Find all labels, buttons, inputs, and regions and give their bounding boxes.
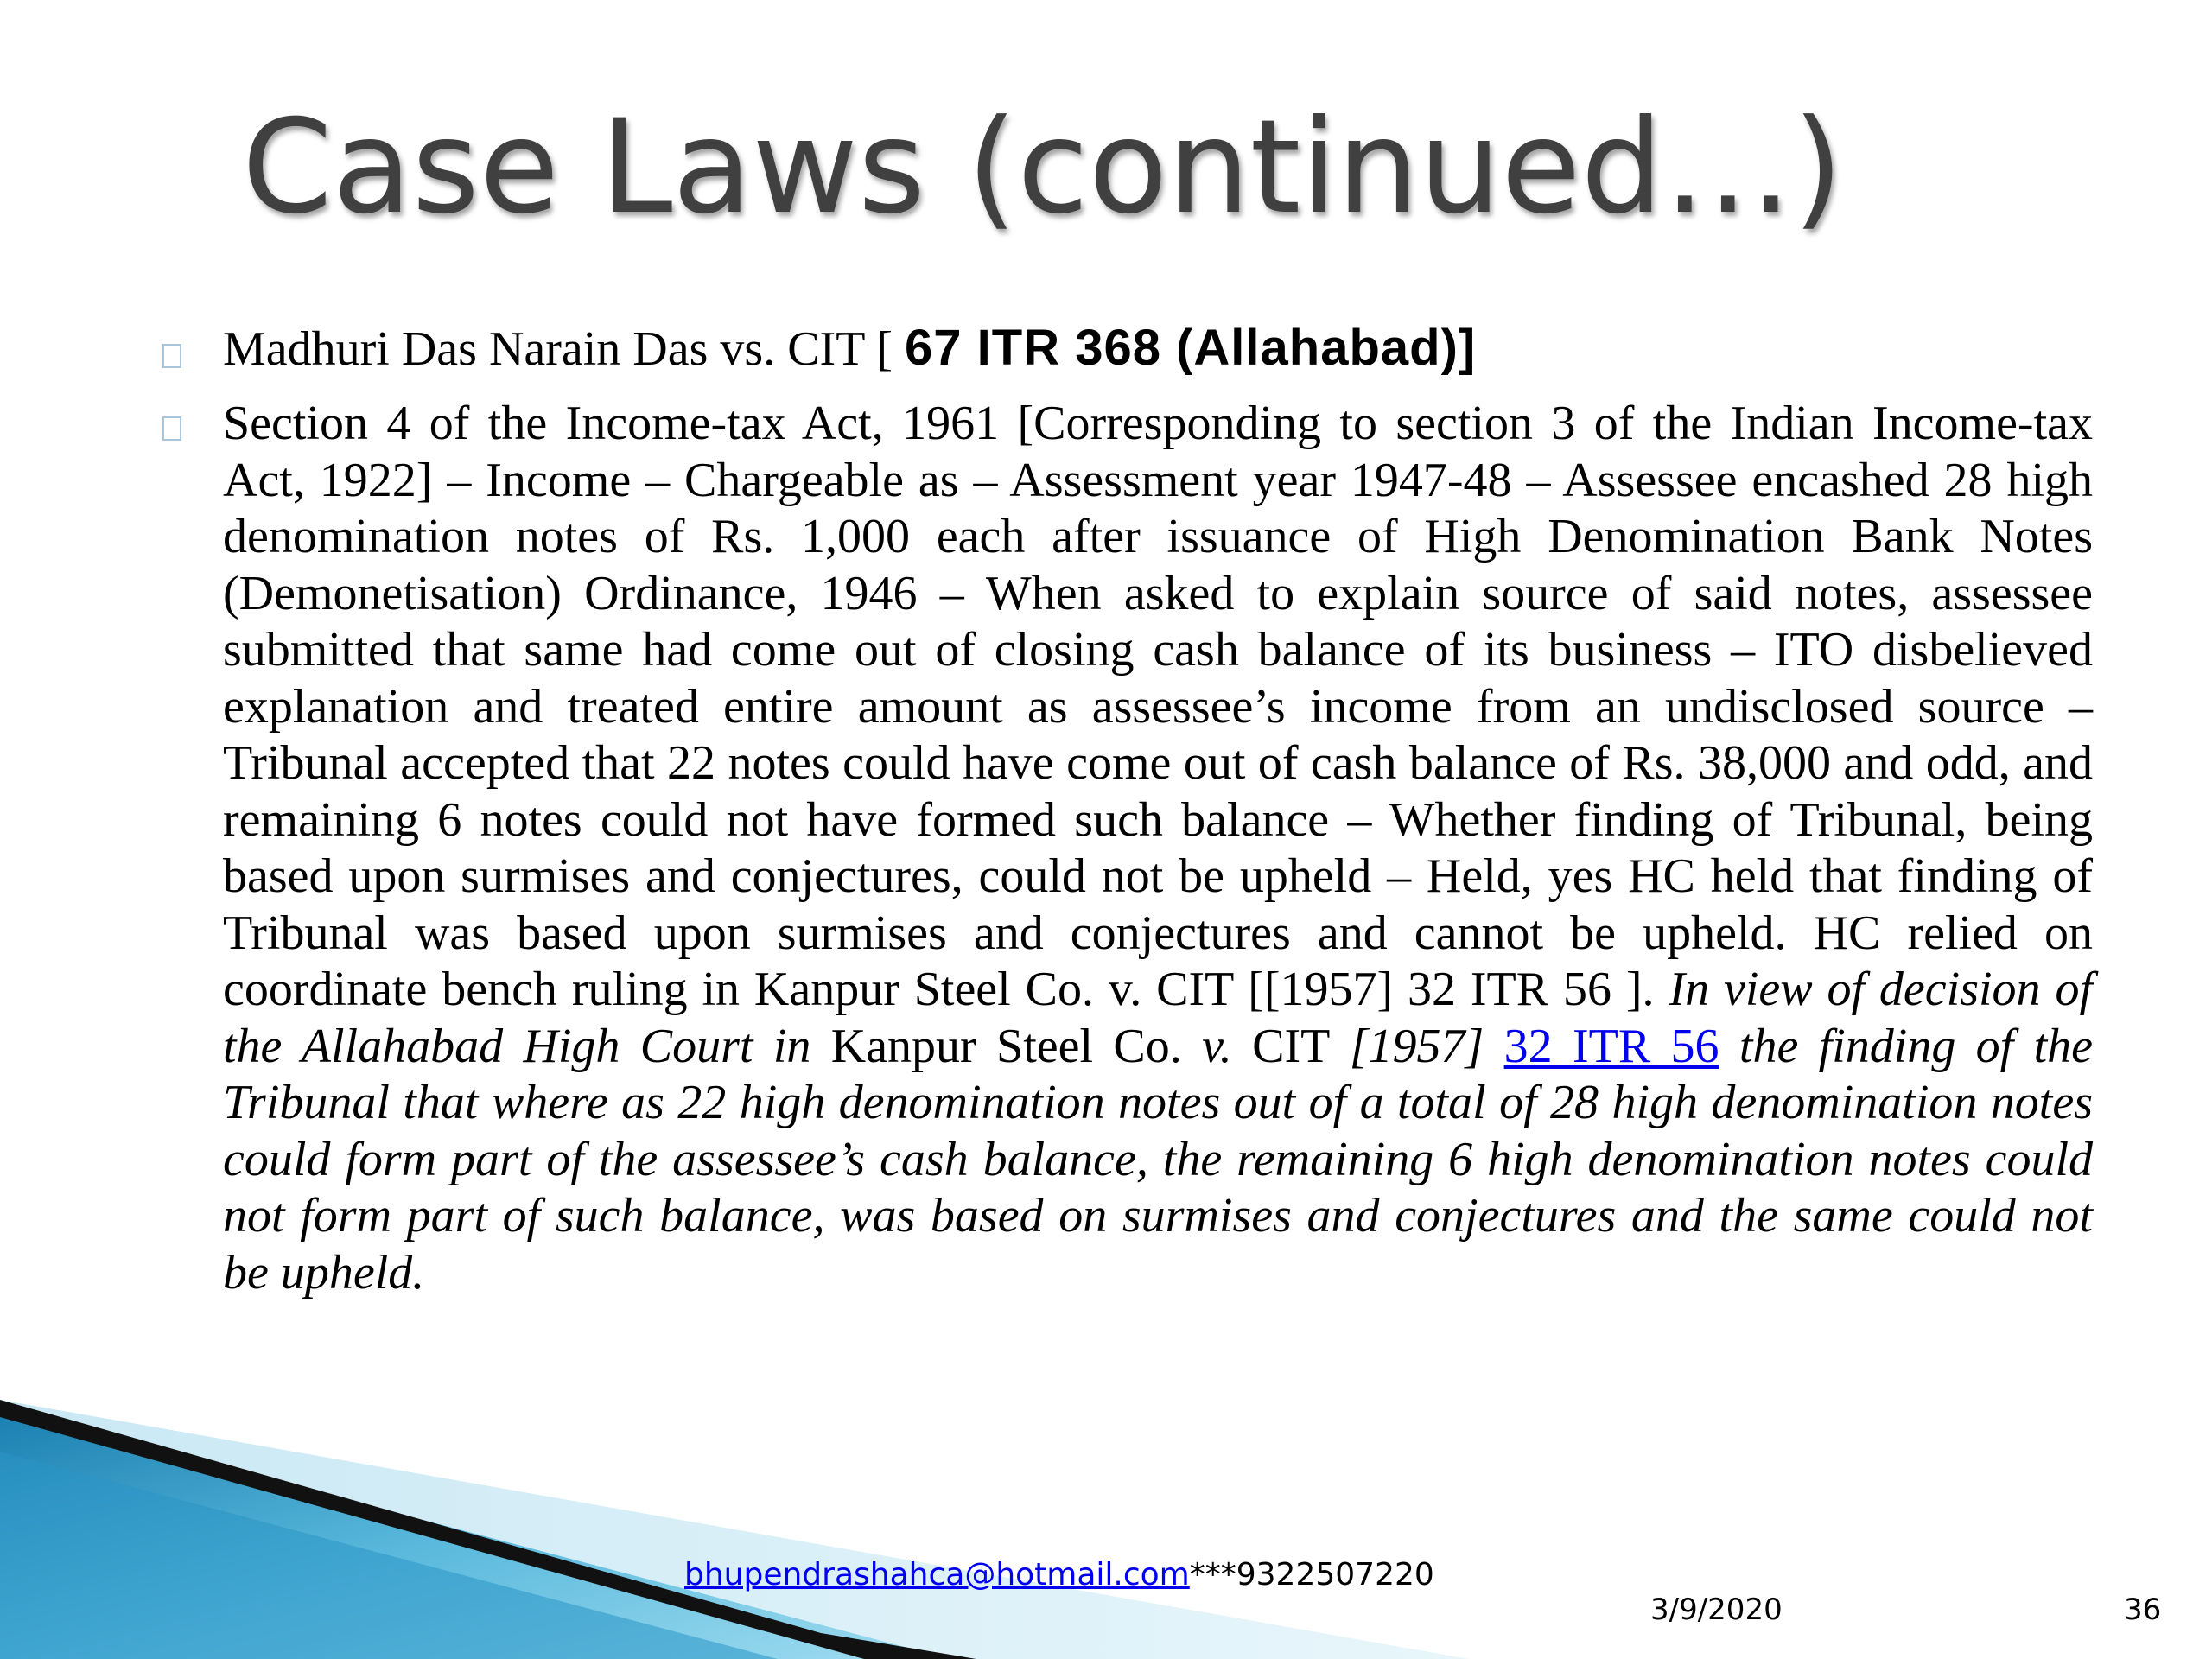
case-citation: 67 ITR 368 (Allahabad)]: [905, 320, 1477, 376]
bullet-item-case-summary: [223, 396, 2093, 1301]
case-year: [1957]: [1349, 1019, 1504, 1073]
email-link[interactable]: bhupendrashahca@hotmail.com: [684, 1557, 1190, 1592]
case-name-b: CIT: [1231, 1019, 1350, 1073]
italic-holding: the finding of the Tribunal that where as 22 high denomination notes out of a total of 28 high denomination notes could form part of the assessee’s cash balance, the remaining 6 high denomination notes could not form part of such balance, was based on surmises and conjectures and the same could not be upheld.: [223, 1019, 2093, 1300]
bullet-marker-icon: [162, 344, 181, 368]
case-name-a: Kanpur Steel Co.: [830, 1019, 1203, 1073]
phone-number: ***9322507220: [1189, 1557, 1434, 1592]
bullet-marker-icon: [162, 416, 181, 441]
slide-number: 36: [2124, 1592, 2162, 1627]
footer-contact: [684, 1557, 1434, 1592]
italic-intro: In view of decision of the Allahabad High Court in: [223, 963, 2093, 1073]
footer-date: 3/9/2020: [1650, 1592, 1783, 1627]
slide-title: Case Laws (continued…): [242, 92, 1844, 243]
case-title-text: Madhuri Das Narain Das vs. CIT [: [223, 322, 906, 376]
bullet-item-case-citation: [223, 320, 2089, 378]
citation-link[interactable]: 32 ITR 56: [1503, 1019, 1719, 1073]
case-summary-text: Section 4 of the Income-tax Act, 1961 [Corresponding to section 3 of the Indian Income-tax Act, 1922] – Income – Chargeable as – Assessment year 1947-48 – Assessee encashed 28 high denomination notes of Rs. 1,000 each after issuance of High Denomination Bank Notes (Demonetisation) Ordinance, 1946 – When asked to explain source of said notes, assessee submitted that same had come out of closing cash balance of its business – ITO disbelieved explanation and treated entire amount as assessee’s income from an undisclosed source – Tribunal accepted that 22 notes could have come out of cash balance of Rs. 38,000 and odd, and remaining 6 notes could not have formed such balance – Whether finding of Tribunal, being based upon surmises and conjectures, could not be upheld – Held, yes HC held that finding of Tribunal was based upon surmises and conjectures and cannot be upheld. HC relied on coordinate bench ruling in Kanpur Steel Co. v. CIT [[1957] 32 ITR 56 ].: [223, 397, 2093, 1016]
case-versus: v.: [1202, 1019, 1232, 1073]
decorative-corner-graphic: [0, 1348, 1469, 1659]
